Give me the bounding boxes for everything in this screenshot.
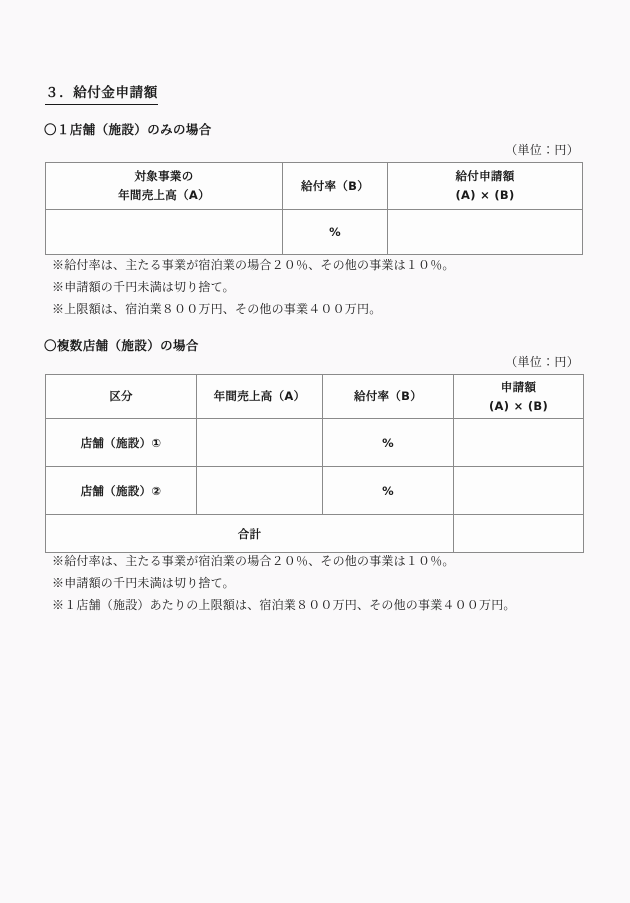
header-grant-amount-line2: (A) × (B) <box>455 188 515 202</box>
table-header-row <box>46 375 584 419</box>
header-application-amount-line2: (A) × (B) <box>488 398 549 413</box>
header-grant-rate <box>323 375 454 419</box>
header-annual-sales <box>46 163 283 210</box>
header-grant-amount <box>388 163 583 210</box>
cell-store-label-1: 店舗（施設）① <box>46 419 197 467</box>
multi-store-table <box>45 374 584 553</box>
table-total-row <box>46 515 584 553</box>
cell-total-amount-input[interactable] <box>454 515 584 553</box>
header-grant-amount-line1: 給付申請額 <box>455 169 515 183</box>
cell-store-label-2: 店舗（施設）② <box>46 467 197 515</box>
table-row <box>46 419 584 467</box>
unit-label-multi-store: （単位：円） <box>505 355 579 369</box>
note-line: ※申請額の千円未満は切り捨て。 <box>52 576 235 590</box>
unit-label-single-store: （単位：円） <box>505 143 579 157</box>
page-title: ３．給付金申請額 <box>45 84 158 105</box>
single-store-table <box>45 162 583 255</box>
header-application-amount-line1: 申請額 <box>500 379 537 394</box>
table-row <box>46 467 584 515</box>
header-grant-rate-line1: 給付率（B） <box>353 389 423 403</box>
cell-store-sales-input-1[interactable] <box>197 419 323 467</box>
cell-store-rate-input-1[interactable]: % <box>323 419 454 467</box>
cell-grant-rate-input[interactable]: % <box>283 210 388 255</box>
header-application-amount <box>454 375 584 419</box>
cell-store-rate-input-2[interactable]: % <box>323 467 454 515</box>
section-heading-multi-store: 〇複数店舗（施設）の場合 <box>44 338 199 353</box>
note-line: ※給付率は、主たる事業が宿泊業の場合２０％、その他の事業は１０％。 <box>52 258 455 272</box>
header-annual-sales-line1: 年間売上高（A） <box>213 389 306 403</box>
header-annual-sales-line2: 年間売上高（A） <box>118 188 210 202</box>
table-row <box>46 210 583 255</box>
note-line: ※申請額の千円未満は切り捨て。 <box>52 280 235 294</box>
table-header-row <box>46 163 583 210</box>
note-line: ※上限額は、宿泊業８００万円、その他の事業４００万円。 <box>52 302 382 316</box>
header-grant-rate-line1: 給付率（B） <box>300 178 370 193</box>
cell-total-label: 合計 <box>46 515 454 553</box>
cell-store-amount-input-2[interactable] <box>454 467 584 515</box>
section-heading-single-store: 〇１店舗（施設）のみの場合 <box>44 122 212 137</box>
notes-multi-store <box>52 550 516 616</box>
header-annual-sales <box>197 375 323 419</box>
header-annual-sales-line1: 対象事業の <box>134 169 194 183</box>
cell-store-amount-input-1[interactable] <box>454 419 584 467</box>
header-category-line1: 区分 <box>109 389 133 403</box>
header-category <box>46 375 197 419</box>
note-line: ※給付率は、主たる事業が宿泊業の場合２０％、その他の事業は１０％。 <box>52 554 455 568</box>
notes-single-store <box>52 254 455 320</box>
cell-store-sales-input-2[interactable] <box>197 467 323 515</box>
cell-grant-amount-input[interactable] <box>388 210 583 255</box>
header-grant-rate <box>283 163 388 210</box>
cell-annual-sales-input[interactable] <box>46 210 283 255</box>
note-line: ※１店舗（施設）あたりの上限額は、宿泊業８００万円、その他の事業４００万円。 <box>52 598 516 612</box>
